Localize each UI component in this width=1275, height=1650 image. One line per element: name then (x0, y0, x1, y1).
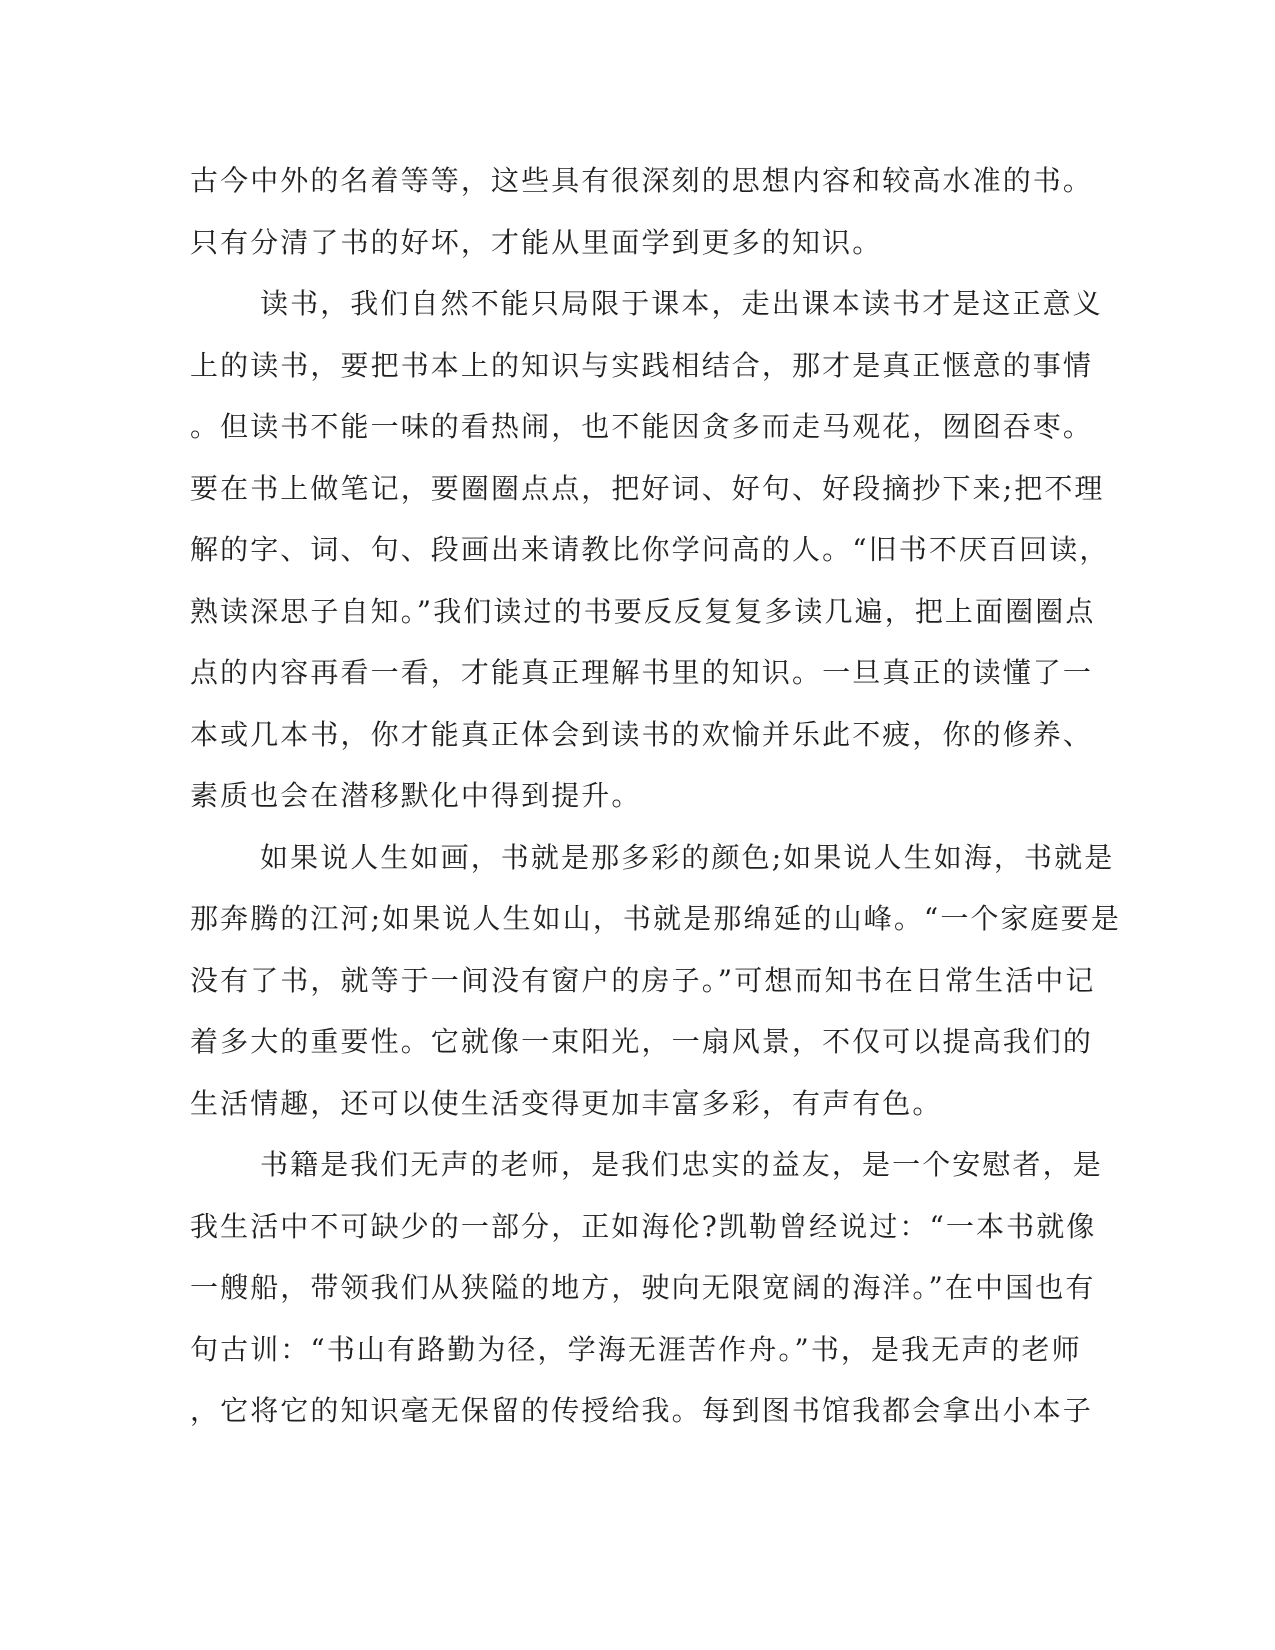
text-line: 熟读深思子自知。”我们读过的书要反反复复多读几遍，把上面圈圈点 (190, 594, 1096, 628)
text-line: 句古训：“书山有路勤为径，学海无涯苦作舟。”书，是我无声的老师 (190, 1332, 1082, 1366)
text-line: 着多大的重要性。它就像一束阳光，一扇风景，不仅可以提高我们的 (190, 1025, 1094, 1058)
paragraph-start-line: 如果说人生如画，书就是那多彩的颜色;如果说人生如海，书就是 (260, 840, 1115, 874)
text-line: 。但读书不能一味的看热闹，也不能因贪多而走马观花，囫囵吞枣。 (190, 410, 1094, 443)
text-line: 点的内容再看一看，才能真正理解书里的知识。一旦真正的读懂了一 (190, 656, 1094, 689)
text-line: 古今中外的名着等等，这些具有很深刻的思想内容和较高水准的书。 (190, 164, 1094, 197)
text-line: 我生活中不可缺少的一部分，正如海伦?凯勒曾经说过：“一本书就像 (190, 1209, 1097, 1243)
text-line: 要在书上做笔记，要圈圈点点，把好词、好句、好段摘抄下来;把不理 (190, 471, 1105, 505)
text-line: 上的读书，要把书本上的知识与实践相结合，那才是真正惬意的事情 (190, 348, 1094, 382)
paragraph-start-line: 书籍是我们无声的老师，是我们忠实的益友，是一个安慰者，是 (260, 1148, 1103, 1181)
text-line: 生活情趣，还可以使生活变得更加丰富多彩，有声有色。 (190, 1086, 943, 1120)
text-line: 那奔腾的江河;如果说人生如山，书就是那绵延的山峰。“一个家庭要是 (190, 902, 1121, 935)
text-line: 素质也会在潜移默化中得到提升。 (190, 779, 642, 812)
text-line: 只有分清了书的好坏，才能从里面学到更多的知识。 (190, 225, 883, 259)
text-line: 一艘船，带领我们从狭隘的地方，驶向无限宽阔的海洋。”在中国也有 (190, 1271, 1096, 1304)
text-line: 本或几本书，你才能真正体会到读书的欢愉并乐此不疲，你的修养、 (190, 717, 1094, 751)
text-line: ，它将它的知识毫无保留的传授给我。每到图书馆我都会拿出小本子 (190, 1394, 1094, 1427)
paragraph-start-line: 读书，我们自然不能只局限于课本，走出课本读书才是这正意义 (260, 287, 1103, 320)
text-line: 没有了书，就等于一间没有窗户的房子。”可想而知书在日常生活中记 (190, 963, 1096, 997)
text-line: 解的字、词、句、段画出来请教比你学问高的人。“旧书不厌百回读， (190, 533, 1110, 566)
document-body (190, 161, 1121, 1453)
